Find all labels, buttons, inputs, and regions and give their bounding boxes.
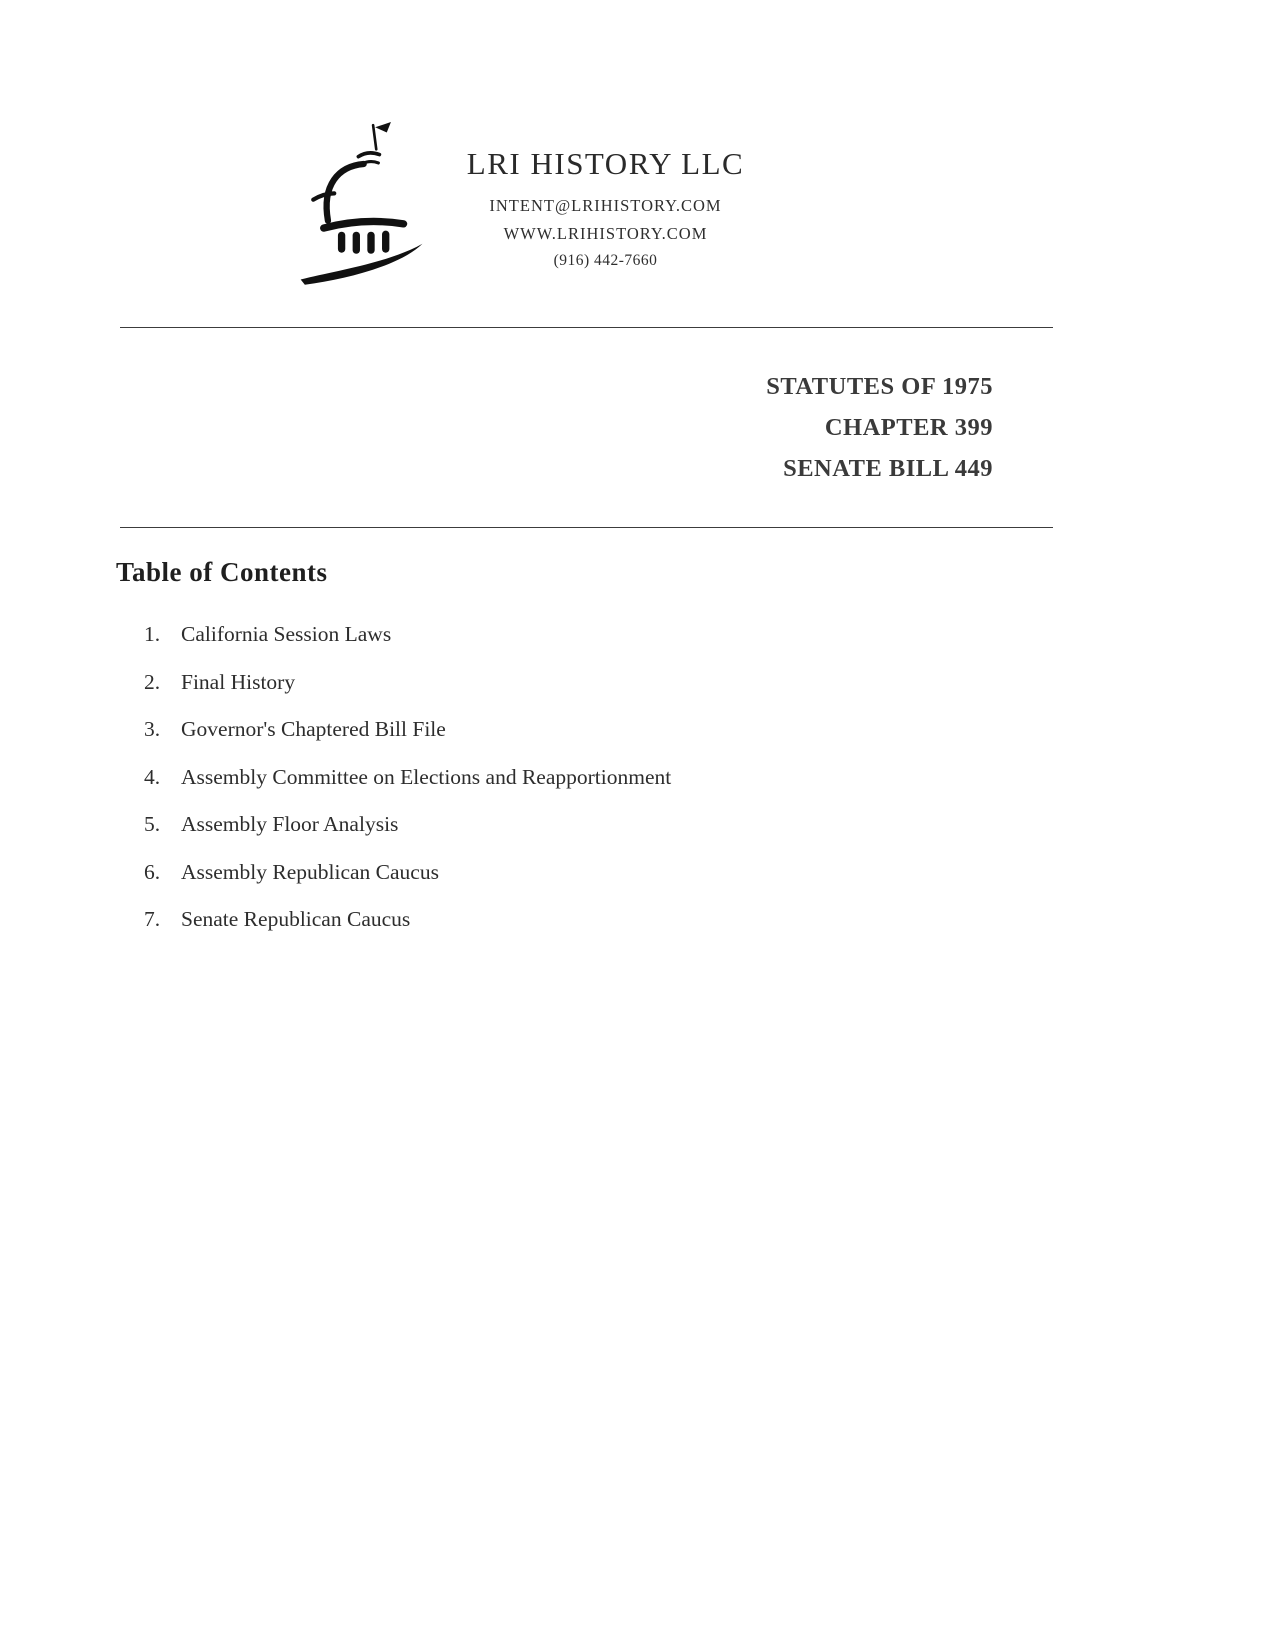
toc-item bbox=[144, 765, 1044, 813]
letterhead bbox=[398, 146, 813, 270]
divider-top bbox=[120, 327, 1053, 328]
divider-bottom bbox=[120, 527, 1053, 528]
toc-item bbox=[144, 907, 1044, 955]
toc-item-text: Assembly Floor Analysis bbox=[181, 812, 399, 836]
toc-list bbox=[144, 622, 1044, 955]
phone-text: (916) 442-7660 bbox=[553, 252, 658, 269]
toc-item-number: 7. bbox=[144, 907, 161, 931]
toc-item-text: Senate Republican Caucus bbox=[181, 907, 411, 931]
toc-item bbox=[144, 812, 1044, 860]
toc-item-text: California Session Laws bbox=[181, 622, 392, 646]
toc-item-text: Assembly Committee on Elections and Reapportionment bbox=[181, 764, 672, 789]
toc-item-text: Assembly Republican Caucus bbox=[181, 859, 439, 884]
toc-item bbox=[144, 860, 1044, 908]
toc-item-number: 2. bbox=[144, 669, 161, 694]
statutes-line: STATUTES OF 1975 bbox=[766, 373, 993, 400]
toc-item-text: Final History bbox=[181, 669, 296, 694]
toc-item-number: 1. bbox=[144, 622, 161, 646]
senate-bill-line: SENATE BILL 449 bbox=[783, 455, 993, 482]
chapter-line: CHAPTER 399 bbox=[824, 414, 993, 441]
toc-item-number: 4. bbox=[144, 764, 161, 789]
document-id-block bbox=[766, 366, 993, 489]
email-text: INTENT@LRIHISTORY.COM bbox=[489, 196, 722, 215]
toc-item bbox=[144, 670, 1044, 718]
toc-title: Table of Contents bbox=[116, 557, 328, 587]
company-name: LRI HISTORY LLC bbox=[466, 146, 745, 181]
toc-item-text: Governor's Chaptered Bill File bbox=[181, 717, 446, 741]
toc-item-number: 3. bbox=[144, 717, 161, 741]
toc-item-number: 5. bbox=[144, 812, 161, 836]
website-text: WWW.LRIHISTORY.COM bbox=[503, 224, 708, 243]
toc-item bbox=[144, 717, 1044, 765]
toc-item-number: 6. bbox=[144, 859, 161, 884]
toc-item bbox=[144, 622, 1044, 670]
